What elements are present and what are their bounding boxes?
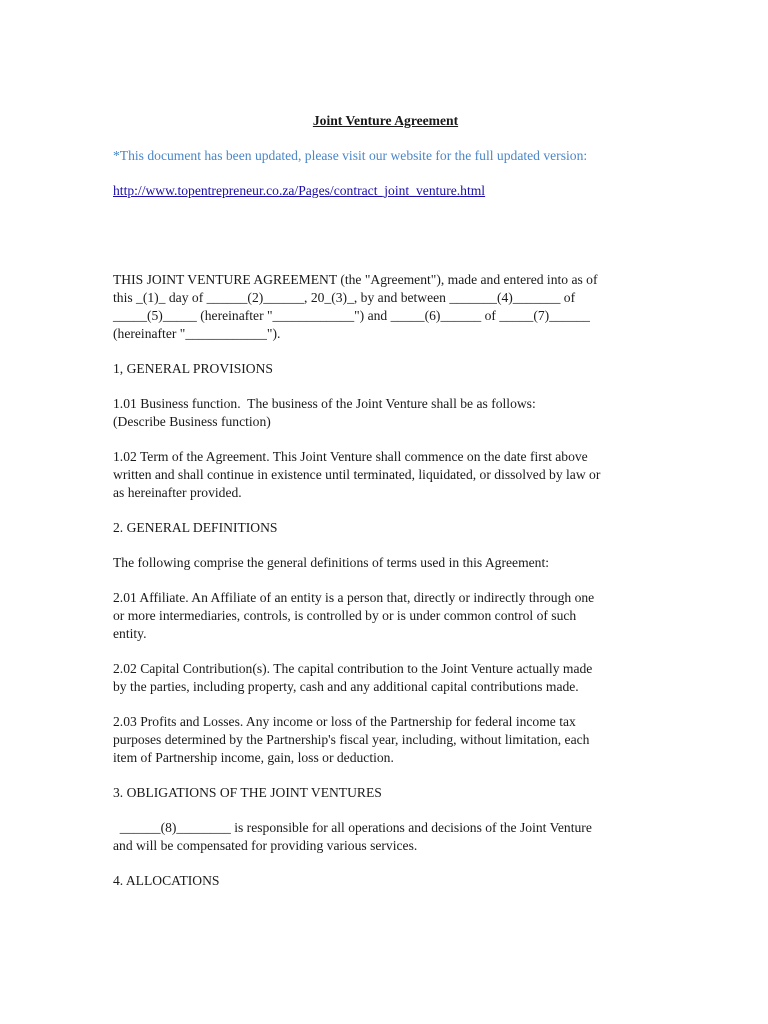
- clause-line: 2.03 Profits and Losses. Any income or loss of the Partnership for federal income tax: [113, 714, 576, 729]
- clause-line: as hereinafter provided.: [113, 485, 242, 500]
- clause-3-body: [113, 819, 658, 855]
- clause-2-01: [113, 589, 658, 643]
- clause-1-02: [113, 448, 658, 502]
- clause-line: written and shall continue in existence until terminated, liquidated, or dissolved by law or: [113, 467, 601, 482]
- update-notice: *This document has been updated, please visit our website for the full updated version:: [113, 148, 588, 163]
- website-link[interactable]: http://www.topentrepreneur.co.za/Pages/contract_joint_venture.html: [113, 183, 486, 198]
- clause-1-01: [113, 395, 658, 431]
- clause-line: 1.02 Term of the Agreement. This Joint Venture shall commence on the date first above: [113, 449, 588, 464]
- document-body: [113, 112, 658, 907]
- clause-line: by the parties, including property, cash and any additional capital contributions made.: [113, 679, 579, 694]
- intro-line: _____(5)_____ (hereinafter "____________") and _____(6)______ of _____(7)______: [113, 308, 590, 323]
- intro-paragraph: [113, 271, 658, 343]
- clause-line: and will be compensated for providing various services.: [113, 838, 418, 853]
- intro-line: this _(1)_ day of ______(2)______, 20_(3)_, by and between _______(4)_______ of: [113, 290, 576, 305]
- document-title: Joint Venture Agreement: [312, 113, 459, 128]
- intro-line: (hereinafter "____________").: [113, 326, 281, 341]
- section-3-heading: 3. OBLIGATIONS OF THE JOINT VENTURES: [113, 785, 382, 800]
- clause-line: or more intermediaries, controls, is controlled by or is under common control of such: [113, 608, 577, 623]
- clause-line: purposes determined by the Partnership's fiscal year, including, without limitation, each: [113, 732, 590, 747]
- section-4-heading: 4. ALLOCATIONS: [113, 873, 220, 888]
- definitions-intro: The following comprise the general definitions of terms used in this Agreement:: [113, 555, 550, 570]
- section-1-heading: 1, GENERAL PROVISIONS: [113, 361, 273, 376]
- intro-line: THIS JOINT VENTURE AGREEMENT (the "Agreement"), made and entered into as of: [113, 272, 598, 287]
- clause-line: ______(8)________ is responsible for all operations and decisions of the Joint Venture: [113, 820, 592, 835]
- clause-line: 2.01 Affiliate. An Affiliate of an entity is a person that, directly or indirectly through one: [113, 590, 595, 605]
- clause-2-02: [113, 660, 658, 696]
- clause-line: entity.: [113, 626, 147, 641]
- clause-line: item of Partnership income, gain, loss or deduction.: [113, 750, 394, 765]
- clause-line: (Describe Business function): [113, 414, 271, 429]
- clause-line: 2.02 Capital Contribution(s). The capital contribution to the Joint Venture actually made: [113, 661, 593, 676]
- section-2-heading: 2. GENERAL DEFINITIONS: [113, 520, 278, 535]
- clause-line: 1.01 Business function. The business of the Joint Venture shall be as follows:: [113, 396, 536, 411]
- clause-2-03: [113, 713, 658, 767]
